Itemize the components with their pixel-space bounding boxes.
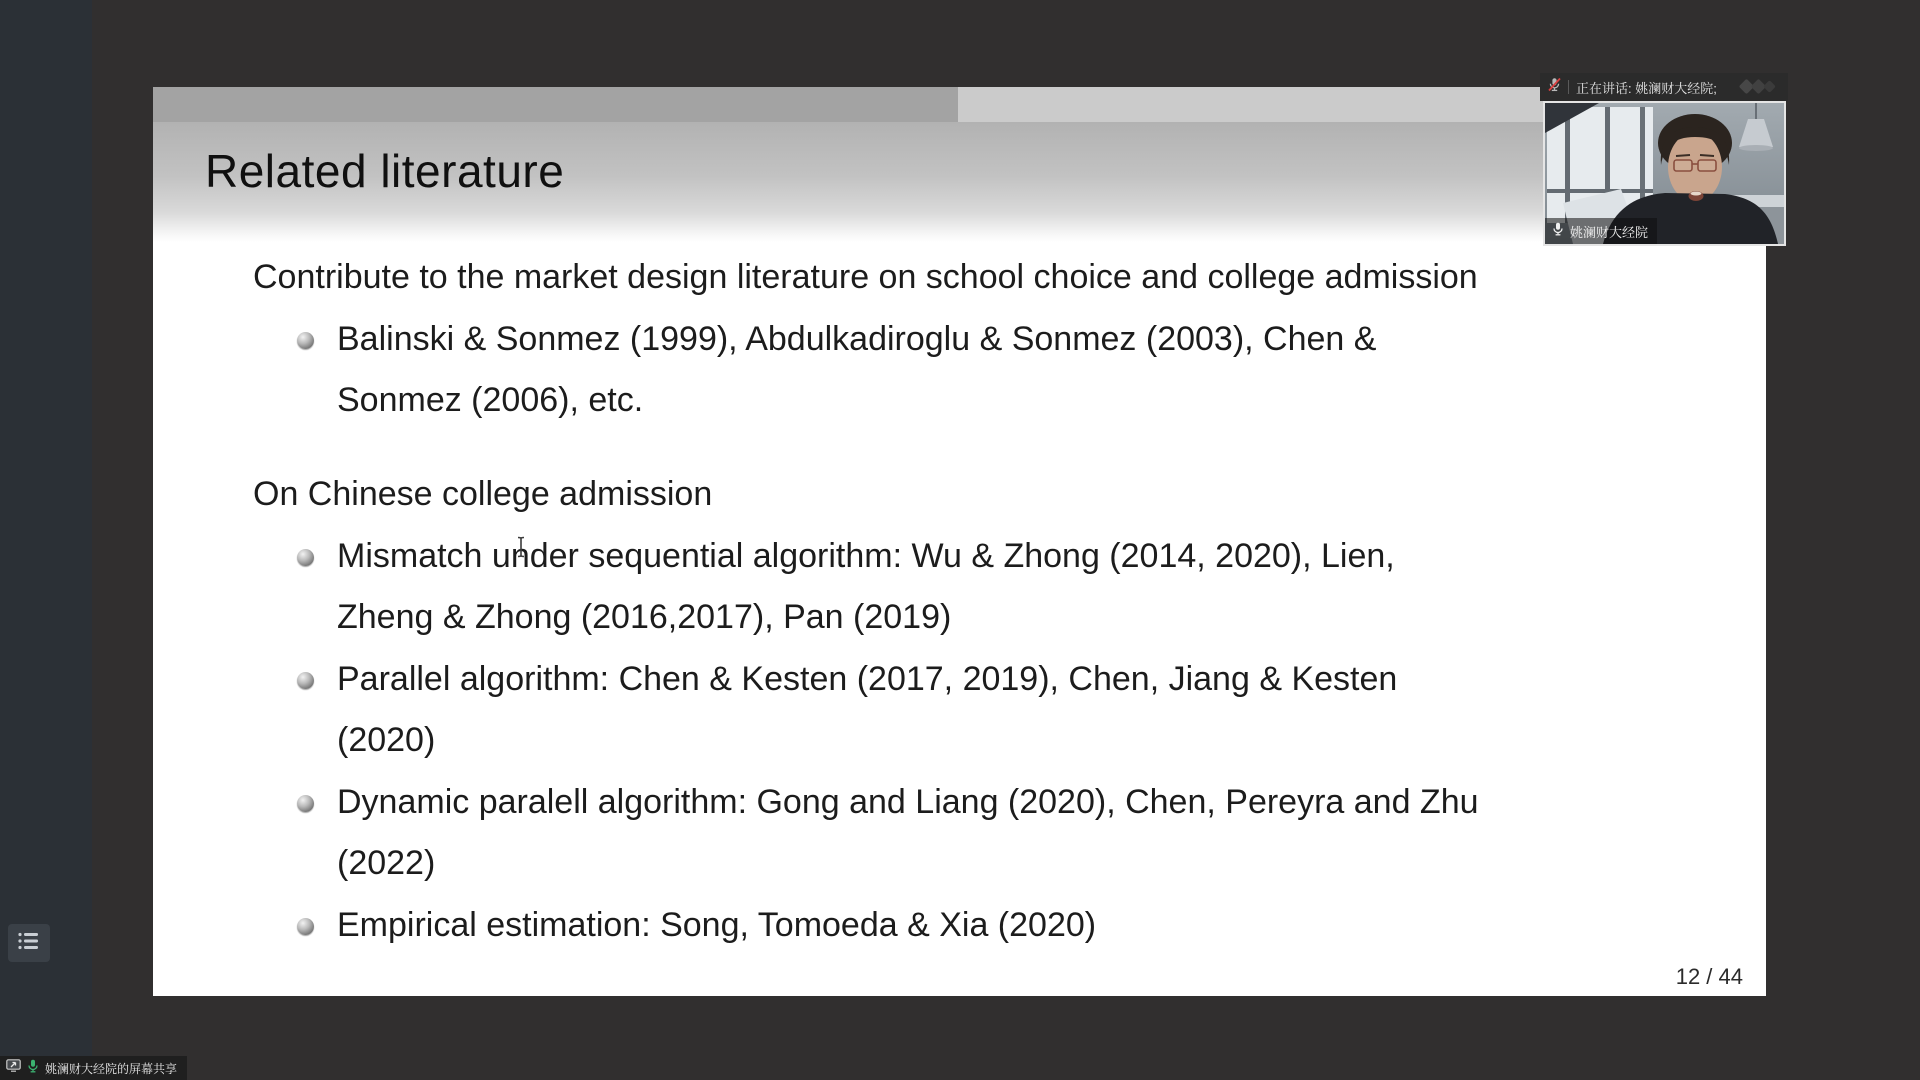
video-name-label: 姚澜财大经院 bbox=[1570, 224, 1649, 240]
list-item bbox=[253, 526, 1736, 648]
video-name-tag bbox=[1545, 218, 1657, 244]
list-item-line: Dynamic paralell algorithm: Gong and Liang (2020), Chen, Pereyra and Zhu bbox=[337, 783, 1479, 821]
header-strip-left bbox=[153, 87, 958, 122]
mic-muted-icon bbox=[1547, 77, 1562, 97]
app-left-strip bbox=[0, 0, 92, 1080]
list-toggle-button[interactable] bbox=[8, 924, 50, 962]
page-number: 12 / 44 bbox=[1675, 964, 1743, 989]
section-lead: On Chinese college admission bbox=[253, 475, 713, 513]
speaker-video-tile[interactable] bbox=[1543, 101, 1786, 246]
shared-slide bbox=[153, 87, 1766, 996]
text-cursor-icon bbox=[516, 536, 526, 558]
list-item-line: (2022) bbox=[337, 844, 436, 882]
list-item bbox=[253, 895, 1736, 956]
list-item bbox=[253, 309, 1736, 431]
bullet-icon bbox=[297, 918, 314, 935]
bullet-icon bbox=[297, 549, 314, 566]
bullet-icon bbox=[297, 332, 314, 349]
list-item-line: Sonmez (2006), etc. bbox=[337, 381, 644, 419]
list-item-line: (2020) bbox=[337, 721, 436, 759]
screen-share-icon bbox=[6, 1059, 21, 1077]
mic-icon bbox=[1552, 222, 1564, 241]
slide-content bbox=[253, 247, 1736, 956]
banner-divider bbox=[1568, 80, 1569, 94]
list-item bbox=[253, 772, 1736, 894]
screen-share-taskbar-chip[interactable] bbox=[0, 1056, 187, 1080]
meeting-logo-icon bbox=[1737, 77, 1781, 97]
slide-header-strip bbox=[153, 87, 1766, 122]
bullet-icon bbox=[297, 672, 314, 689]
list-item bbox=[253, 649, 1736, 771]
section-lead: Contribute to the market design literature on school choice and college admission bbox=[253, 258, 1478, 296]
mic-on-icon bbox=[27, 1059, 39, 1078]
list-item-line: Zheng & Zhong (2016,2017), Pan (2019) bbox=[337, 598, 952, 636]
speaking-banner-label: 正在讲话: 姚澜财大经院; bbox=[1576, 80, 1717, 96]
list-item-line: Parallel algorithm: Chen & Kesten (2017, 2019), Chen, Jiang & Kesten bbox=[337, 660, 1398, 698]
speaking-banner bbox=[1540, 73, 1788, 101]
list-icon bbox=[17, 931, 41, 956]
slide-title: Related literature bbox=[205, 145, 565, 197]
list-item-line: Mismatch under sequential algorithm: Wu & Zhong (2014, 2020), Lien, bbox=[337, 537, 1395, 575]
slide-title-band bbox=[153, 122, 1766, 242]
screen-share-label: 姚澜财大经院的屏幕共享 bbox=[45, 1061, 178, 1076]
list-item-line: Balinski & Sonmez (1999), Abdulkadiroglu & Sonmez (2003), Chen & bbox=[337, 320, 1377, 358]
list-item-line: Empirical estimation: Song, Tomoeda & Xia (2020) bbox=[337, 906, 1097, 944]
bullet-icon bbox=[297, 795, 314, 812]
